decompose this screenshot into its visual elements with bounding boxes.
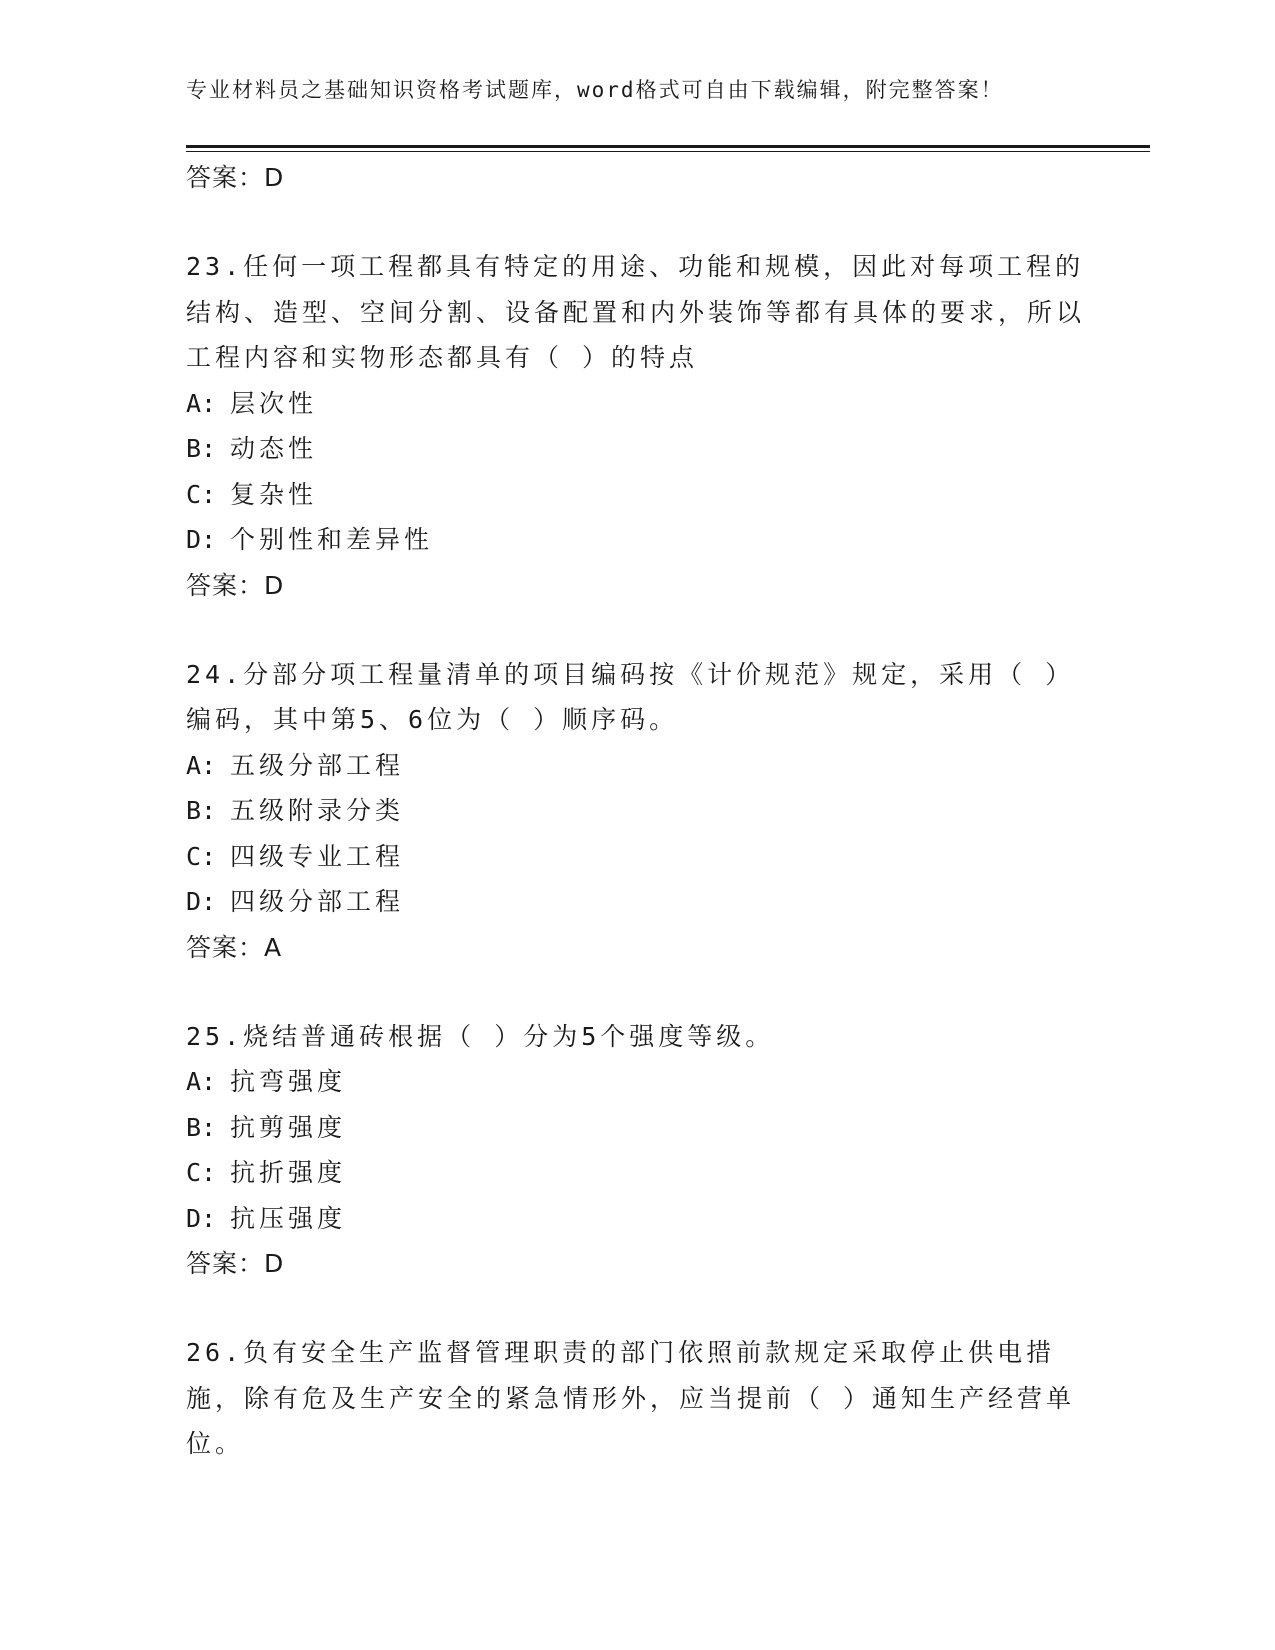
option-a [186,381,1086,427]
option-text: 五级附录分类 [230,796,405,825]
option-label: D: [186,1203,217,1233]
option-text: 四级专业工程 [230,841,405,871]
header-rule-thin [186,151,1150,152]
option-label: A: [186,1067,217,1096]
option-text: 个别性和差异性 [230,525,434,554]
option-d [186,517,1086,563]
option-label: B: [186,434,217,463]
option-b [186,426,1086,472]
header-rule-thick [186,145,1150,148]
option-text: 复杂性 [230,479,318,509]
option-label: D: [186,887,217,916]
option-c [186,472,1086,518]
option-label: C: [186,841,217,871]
option-label: D: [186,525,217,554]
option-label: A: [186,750,217,780]
option-label: A: [186,388,217,418]
option-a [186,743,1086,789]
answer-line: 答案：D [186,163,285,192]
question-text: 26.负有安全生产监督管理职责的部门依照前款规定采取停止供电措施，除有危及生产安全的紧急情形外，应当提前（ ）通知生产经营单位。 [186,1338,1076,1458]
answer-line: 答案：D [186,570,285,600]
option-a [186,1059,1086,1105]
option-text: 五级分部工程 [230,750,405,780]
option-d [186,1196,1086,1242]
question-text: 23.任何一项工程都具有特定的用途、功能和规模，因此对每项工程的结构、造型、空间分割、设备配置和内外装饰等都有具体的要求，所以工程内容和实物形态都具有（ ）的特点 [186,252,1086,372]
question-list [186,155,1086,1467]
option-text: 四级分部工程 [230,887,405,916]
option-b [186,1105,1086,1151]
option-text: 抗折强度 [230,1158,347,1187]
option-text: 抗剪强度 [230,1112,347,1142]
answer-line: 答案：A [186,932,283,962]
option-text: 抗弯强度 [230,1067,347,1096]
option-d [186,879,1086,925]
option-c [186,834,1086,880]
option-text: 层次性 [230,388,318,418]
option-label: C: [186,479,217,509]
option-label: B: [186,1112,217,1142]
option-label: B: [186,796,217,825]
option-label: C: [186,1158,217,1187]
answer-line: 答案：D [186,1249,285,1278]
question-text: 25.烧结普通砖根据（ ）分为5个强度等级。 [186,1021,775,1051]
question-text: 24.分部分项工程量清单的项目编码按《计价规范》规定，采用（ ）编码，其中第5、6位为（ ）顺序码。 [186,659,1075,734]
page-header: 专业材料员之基础知识资格考试题库，word格式可自由下载编辑，附完整答案！ [186,78,1004,102]
option-text: 动态性 [230,434,318,463]
option-c [186,1150,1086,1196]
option-text: 抗压强度 [230,1203,347,1233]
option-b [186,788,1086,834]
